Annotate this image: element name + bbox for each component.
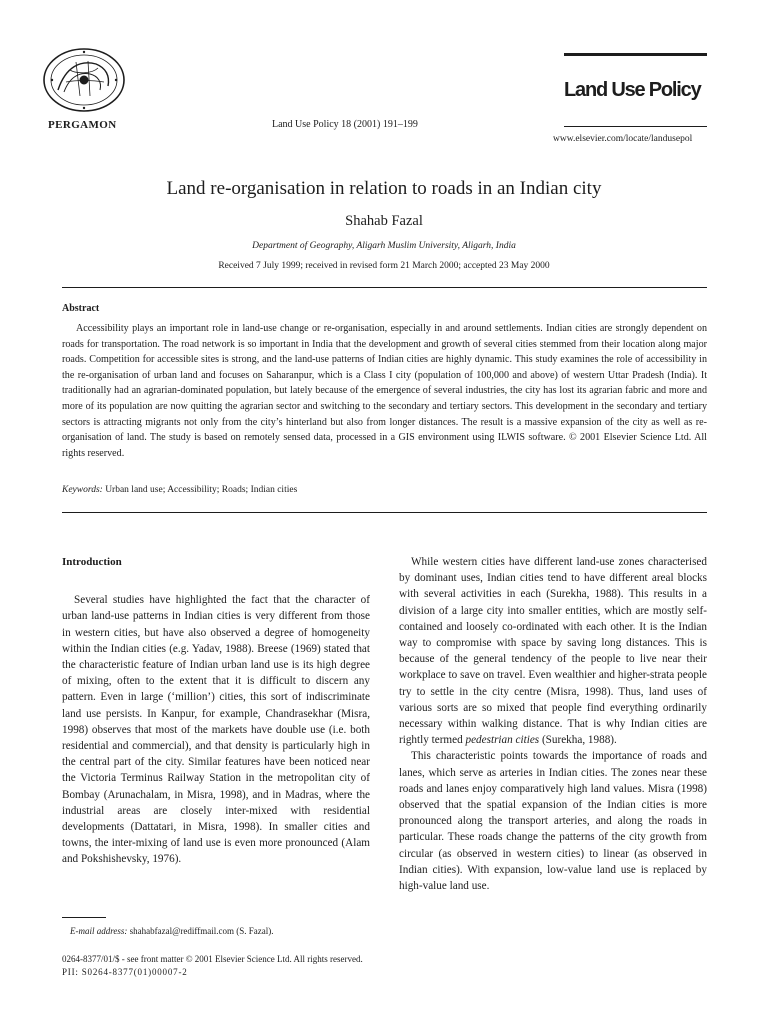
paragraph-text: While western cities have different land-use zones characterised by dominant uses, Indian cities tend to have different areal blocks with several activities in each (Surekha, 1988). This results in a division of a large city into smaller entities, which are mostly self-contained and loosely co-ordinated with each other. It is the Indian way to compromise with space by saving long distances. This is because of the general tendency of the people to live near their workplace to save on travel. Even wealthier and higher-strata people try to settle in the city centre (Misra, 1998). Thus, land uses of various sorts are so mixed that people find everything ordinarily necessary within walking distance. That is why Indian cities are rightly termed: [399, 556, 707, 747]
abstract-heading: Abstract: [62, 303, 100, 314]
email-label: E-mail address:: [70, 926, 128, 936]
abstract-divider: [62, 512, 707, 513]
copyright-notice: 0264-8377/01/$ - see front matter © 2001 Elsevier Science Ltd. All rights reserved.: [62, 954, 363, 964]
publisher-seal-logo: [36, 46, 132, 114]
paragraph-text-end: (Surekha, 1988).: [539, 734, 617, 747]
section-heading-introduction: Introduction: [62, 556, 122, 568]
journal-url-link[interactable]: www.elsevier.com/locate/landusepol: [553, 134, 693, 144]
body-paragraph: [399, 554, 707, 748]
journal-citation: Land Use Policy 18 (2001) 191–199: [272, 119, 418, 130]
article-title: Land re-organisation in relation to roads in an Indian city: [166, 178, 602, 199]
left-column: [62, 554, 370, 868]
footnote-rule: [62, 917, 106, 918]
article-dates: Received 7 July 1999; received in revised form 21 March 2000; accepted 23 May 2000: [218, 261, 550, 271]
emphasis-text: pedestrian cities: [465, 734, 540, 747]
keywords-text: Urban land use; Accessibility; Roads; Indian cities: [105, 485, 298, 495]
publisher-name: PERGAMON: [48, 119, 117, 131]
right-column: [399, 554, 707, 894]
header-rule-thin: [564, 126, 707, 127]
keywords-line: [62, 485, 297, 495]
pii-identifier: PII: S0264-8377(01)00007-2: [62, 967, 188, 977]
author-affiliation: Department of Geography, Aligarh Muslim University, Aligarh, India: [252, 241, 516, 251]
header-rule: [564, 53, 707, 56]
keywords-label: Keywords:: [62, 485, 103, 495]
journal-logo: Land Use Policy: [564, 79, 701, 101]
footnote: [70, 926, 274, 936]
email-address-link[interactable]: shahabfazal@rediffmail.com (S. Fazal).: [129, 926, 274, 936]
intro-paragraph: Several studies have highlighted the fact that the character of urban land-use patterns in Indian cities is very different from those in western cities, but have also observed a degree of homogeneity within the Indian cities (e.g. Yadav, 1988). Breese (1969) stated that the characteristic feature of Indian urban land use is its high degree of mixing, often to the extent that it is difficult to discern any pattern. Even in large (‘million’) cities, this sort of indiscriminate land use persists. In Kanpur, for example, Chandrasekhar (Misra, 1998) observes that most of the markets have double use (i.e. both residential and commercial), and that density is particularly high in the central part of the city. Similar features have been noticed near the Victoria Terminus Railway Station in the metropolitan city of Bombay (Arunachalam, in Misra, 1998), and in Madras, where the industrial areas are closely inter-mixed with residential developments (Dattatari, in Misra, 1998). In smaller cities and towns, the inter-mixing of land use is even more pronounced (Alam and Pokshishevsky, 1976).: [62, 594, 370, 866]
author-name: Shahab Fazal: [345, 213, 423, 229]
title-divider: [62, 287, 707, 288]
body-paragraph: This characteristic points towards the importance of roads and lanes, which serve as arteries in Indian cities. The zones near these roads and lanes enjoy comparatively high land values. Misra (1998) observed that the spatial expansion of the Indian cities is more pronounced along the transport arteries, and along the roads in particular. These roads change the patterns of the city growth from circular (as observed in western cities) to linear (as observed in Indian cities). With expansion, low-value land use is replaced by high-value land use.: [399, 750, 707, 893]
abstract-body: Accessibility plays an important role in land-use change or re-organisation, especially in and around settlements. Indian cities are strongly dependent on roads for transportation. The road network is so important in India that the development and growth of several cities stemmed from their location along major roads. Competition for accessible sites is strong, and the land-use patterns of Indian cities are highly dynamic. This study examines the role of accessibility in the re-organisation of urban land and focuses on Saharanpur, which is a Class I city (population of 100,000 and above) of western Uttar Pradesh (India). It traditionally had an agrarian-dominated population, but lately because of the emergence of several industries, the city has lost its agrarian fabric and more and more of its population are now quitting the agrarian sector and switching to the secondary and tertiary sectors. This development in the secondary and tertiary sectors is attracting migrants not only from the city’s hinterland but also from longer distances. The result is a massive expansion of the city as well as re-organisation of land. The study is based on remotely sensed data, processed in a GIS environment using ILWIS software. © 2001 Elsevier Science Ltd. All rights reserved.: [62, 323, 707, 459]
